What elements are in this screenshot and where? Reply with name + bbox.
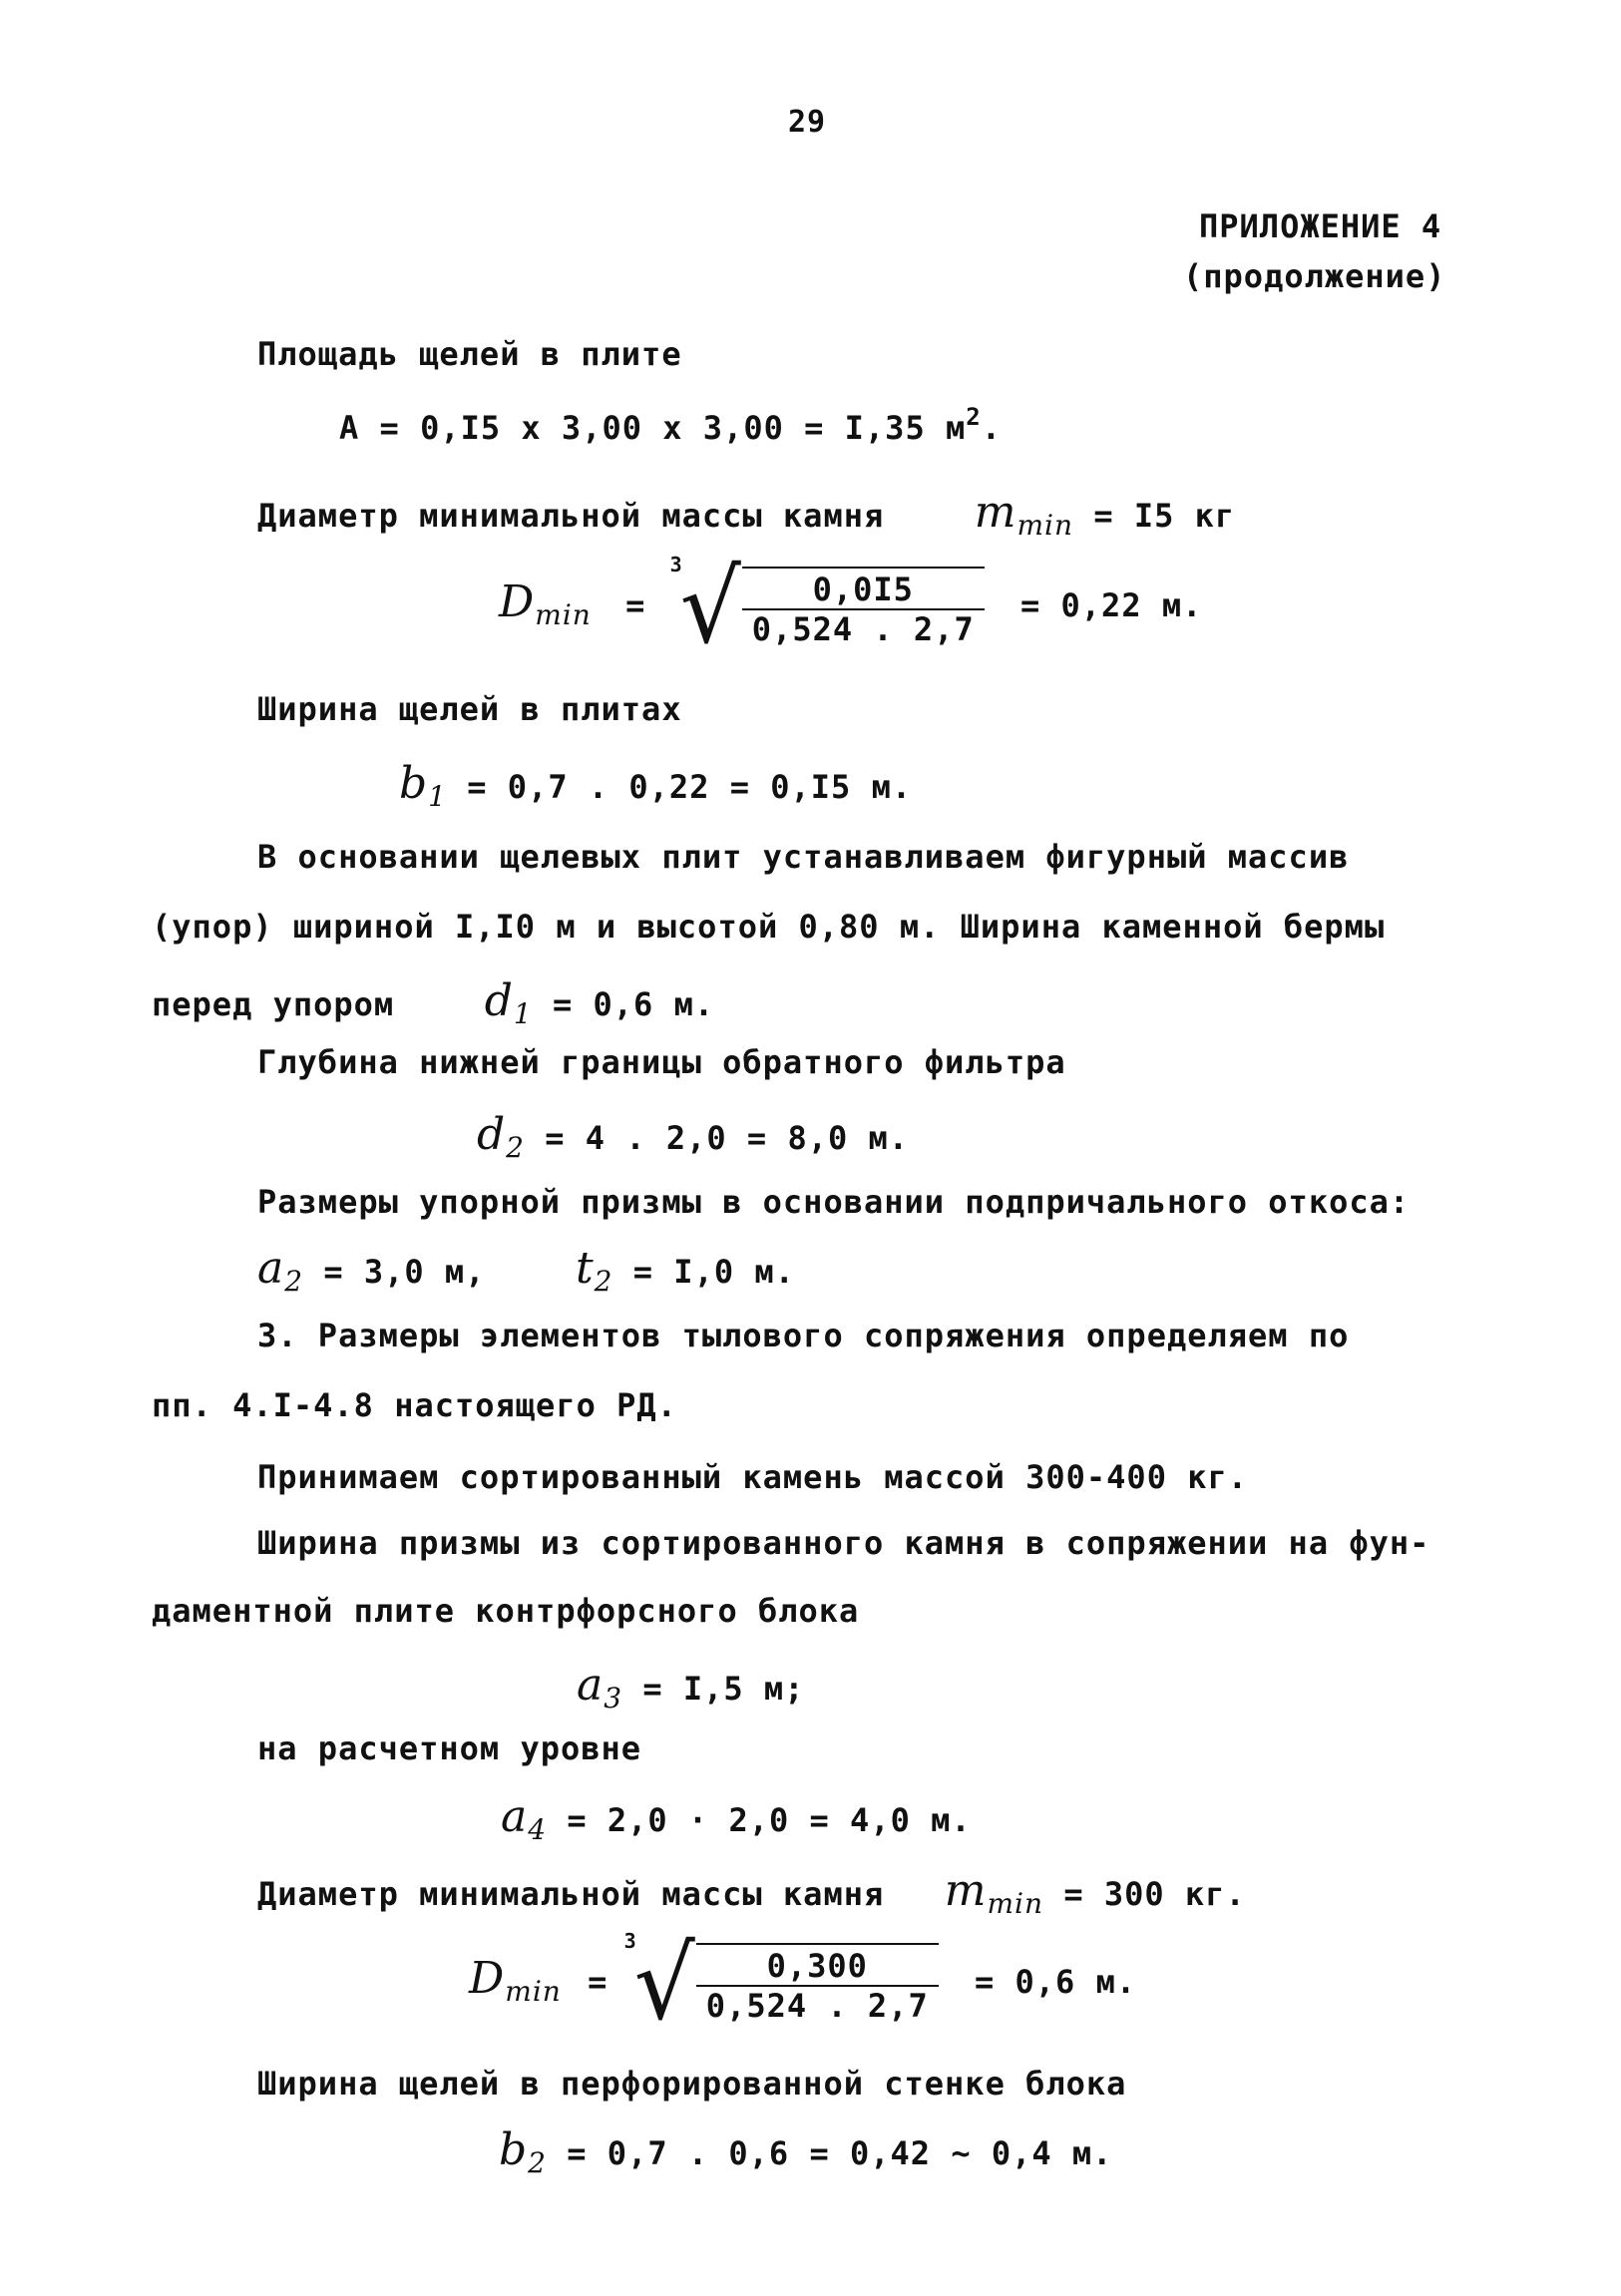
perf-slot-label: Ширина щелей в перфорированной стенке блока <box>257 2065 1127 2103</box>
slot-width-label: Ширина щелей в плитах <box>257 690 682 728</box>
a2-symbol: a <box>257 1243 285 1294</box>
dmin1-label-line <box>257 487 1235 542</box>
dmin1-formula <box>499 549 1203 666</box>
a3-symbol: a <box>577 1660 605 1711</box>
t2-symbol: t <box>575 1243 595 1294</box>
b2-equation <box>499 2124 1112 2179</box>
b2-eq: = 0,7 . 0,6 = 0,42 ~ 0,4 м. <box>567 2134 1113 2172</box>
radical-sign-icon: √ <box>633 1925 696 2043</box>
d1-symbol: d <box>484 975 514 1026</box>
dmin2-label-line <box>257 1865 1246 1920</box>
slot-area-eq-text: A = 0,I5 x 3,00 x 3,00 = I,35 м <box>339 409 967 447</box>
prism-width-line1: Ширина призмы из сортированного камня в сопряжении на фун- <box>257 1524 1430 1562</box>
b2-symbol: b <box>499 2124 529 2175</box>
a2-sub: 2 <box>284 1265 304 1298</box>
b1-symbol: b <box>399 758 429 809</box>
dmin2-label: Диаметр минимальной массы камня <box>257 1875 885 1913</box>
dmin1-radicand <box>742 567 985 648</box>
d2-symbol: d <box>477 1109 507 1160</box>
a2-eq: = 3,0 м, <box>323 1253 486 1291</box>
dmin2-result: = 0,6 м. <box>974 1963 1137 2002</box>
b2-sub: 2 <box>528 2146 547 2179</box>
slot-area-sup: 2 <box>966 403 982 431</box>
dmin1-cube-root <box>669 549 985 666</box>
a3-sub: 3 <box>604 1682 623 1715</box>
slot-area-end: . <box>981 409 1002 447</box>
dmin2-formula <box>469 1925 1137 2043</box>
dmin2-radicand <box>696 1943 939 2025</box>
dmin2-denominator: 0,524 . 2,7 <box>705 1987 929 2026</box>
slot-area-label: Площадь щелей в плите <box>257 335 682 373</box>
page-number: 29 <box>788 105 827 140</box>
sorted-stone: Принимаем сортированный камень массой 300-400 кг. <box>257 1458 1249 1496</box>
dmin2-mass-value: = 300 кг. <box>1063 1875 1246 1913</box>
dmin1-denominator: 0,524 . 2,7 <box>751 610 975 649</box>
dmin1-root-index: 3 <box>669 553 683 576</box>
dmin1-lhs-sub: min <box>535 598 592 632</box>
slot-area-equation <box>339 403 1002 447</box>
para1-line3-text: перед упором <box>152 985 395 1023</box>
b1-sub: 1 <box>428 780 447 813</box>
dmin2-lhs: D <box>469 1953 506 2005</box>
appendix-title: ПРИЛОЖЕНИЕ 4 <box>1199 207 1442 245</box>
t2-sub: 2 <box>594 1265 613 1298</box>
prism-width-line2: даментной плите контрфорсного блока <box>152 1592 860 1630</box>
dmin2-eq: = <box>588 1963 608 2002</box>
calc-level-label: на расчетном уровне <box>257 1729 642 1767</box>
dmin1-numerator: 0,0I5 <box>742 571 985 610</box>
dmin1-fraction <box>742 571 985 648</box>
a4-sub: 4 <box>528 1813 548 1846</box>
item3-line1: 3. Размеры элементов тылового сопряжения определяем по <box>257 1317 1350 1354</box>
dmin2-numerator: 0,300 <box>696 1947 939 1987</box>
d2-eq: = 4 . 2,0 = 8,0 м. <box>545 1119 910 1157</box>
dmin2-lhs-sub: min <box>505 1975 562 2009</box>
para1-line2: (упор) шириной I,I0 м и высотой 0,80 м. Ширина каменной бермы <box>152 908 1386 946</box>
appendix-subtitle: (продолжение) <box>1183 257 1446 295</box>
a2-t2-equation <box>257 1243 795 1298</box>
dmin1-label: Диаметр минимальной массы камня <box>257 497 885 535</box>
dmin2-mass-sub: min <box>987 1887 1044 1920</box>
prism-label: Размеры упорной призмы в основании подпричального откоса: <box>257 1183 1411 1221</box>
dmin2-cube-root <box>623 1925 939 2043</box>
a3-eq: = I,5 м; <box>642 1670 805 1708</box>
a4-eq: = 2,0 · 2,0 = 4,0 м. <box>567 1801 972 1839</box>
d2-sub: 2 <box>506 1131 525 1164</box>
filter-depth-label: Глубина нижней границы обратного фильтра <box>257 1043 1066 1081</box>
dmin1-mass-sub: min <box>1016 509 1074 542</box>
a4-symbol: a <box>501 1791 529 1842</box>
dmin2-root-index: 3 <box>623 1929 637 1953</box>
b1-eq: = 0,7 . 0,22 = 0,I5 м. <box>467 768 913 806</box>
dmin1-mass-symbol: m <box>974 487 1017 538</box>
dmin2-fraction <box>696 1947 939 2025</box>
t2-eq: = I,0 м. <box>632 1253 795 1291</box>
dmin1-result: = 0,22 м. <box>1019 586 1203 625</box>
dmin2-mass-symbol: m <box>944 1865 988 1916</box>
radical-sign-icon: √ <box>679 549 742 666</box>
dmin1-eq: = <box>625 586 646 625</box>
b1-equation <box>399 758 912 813</box>
para1-line1: В основании щелевых плит устанавливаем фигурный массив <box>257 838 1350 876</box>
a3-equation <box>577 1660 804 1715</box>
item3-line2: пп. 4.I-4.8 настоящего РД. <box>152 1386 677 1424</box>
d1-sub: 1 <box>513 997 533 1030</box>
dmin1-mass-value: = I5 кг <box>1093 497 1236 535</box>
para1-line3 <box>152 975 714 1030</box>
d1-eq: = 0,6 м. <box>552 985 715 1023</box>
d2-equation <box>477 1109 909 1164</box>
a4-equation <box>501 1791 972 1846</box>
dmin1-lhs: D <box>499 576 536 628</box>
